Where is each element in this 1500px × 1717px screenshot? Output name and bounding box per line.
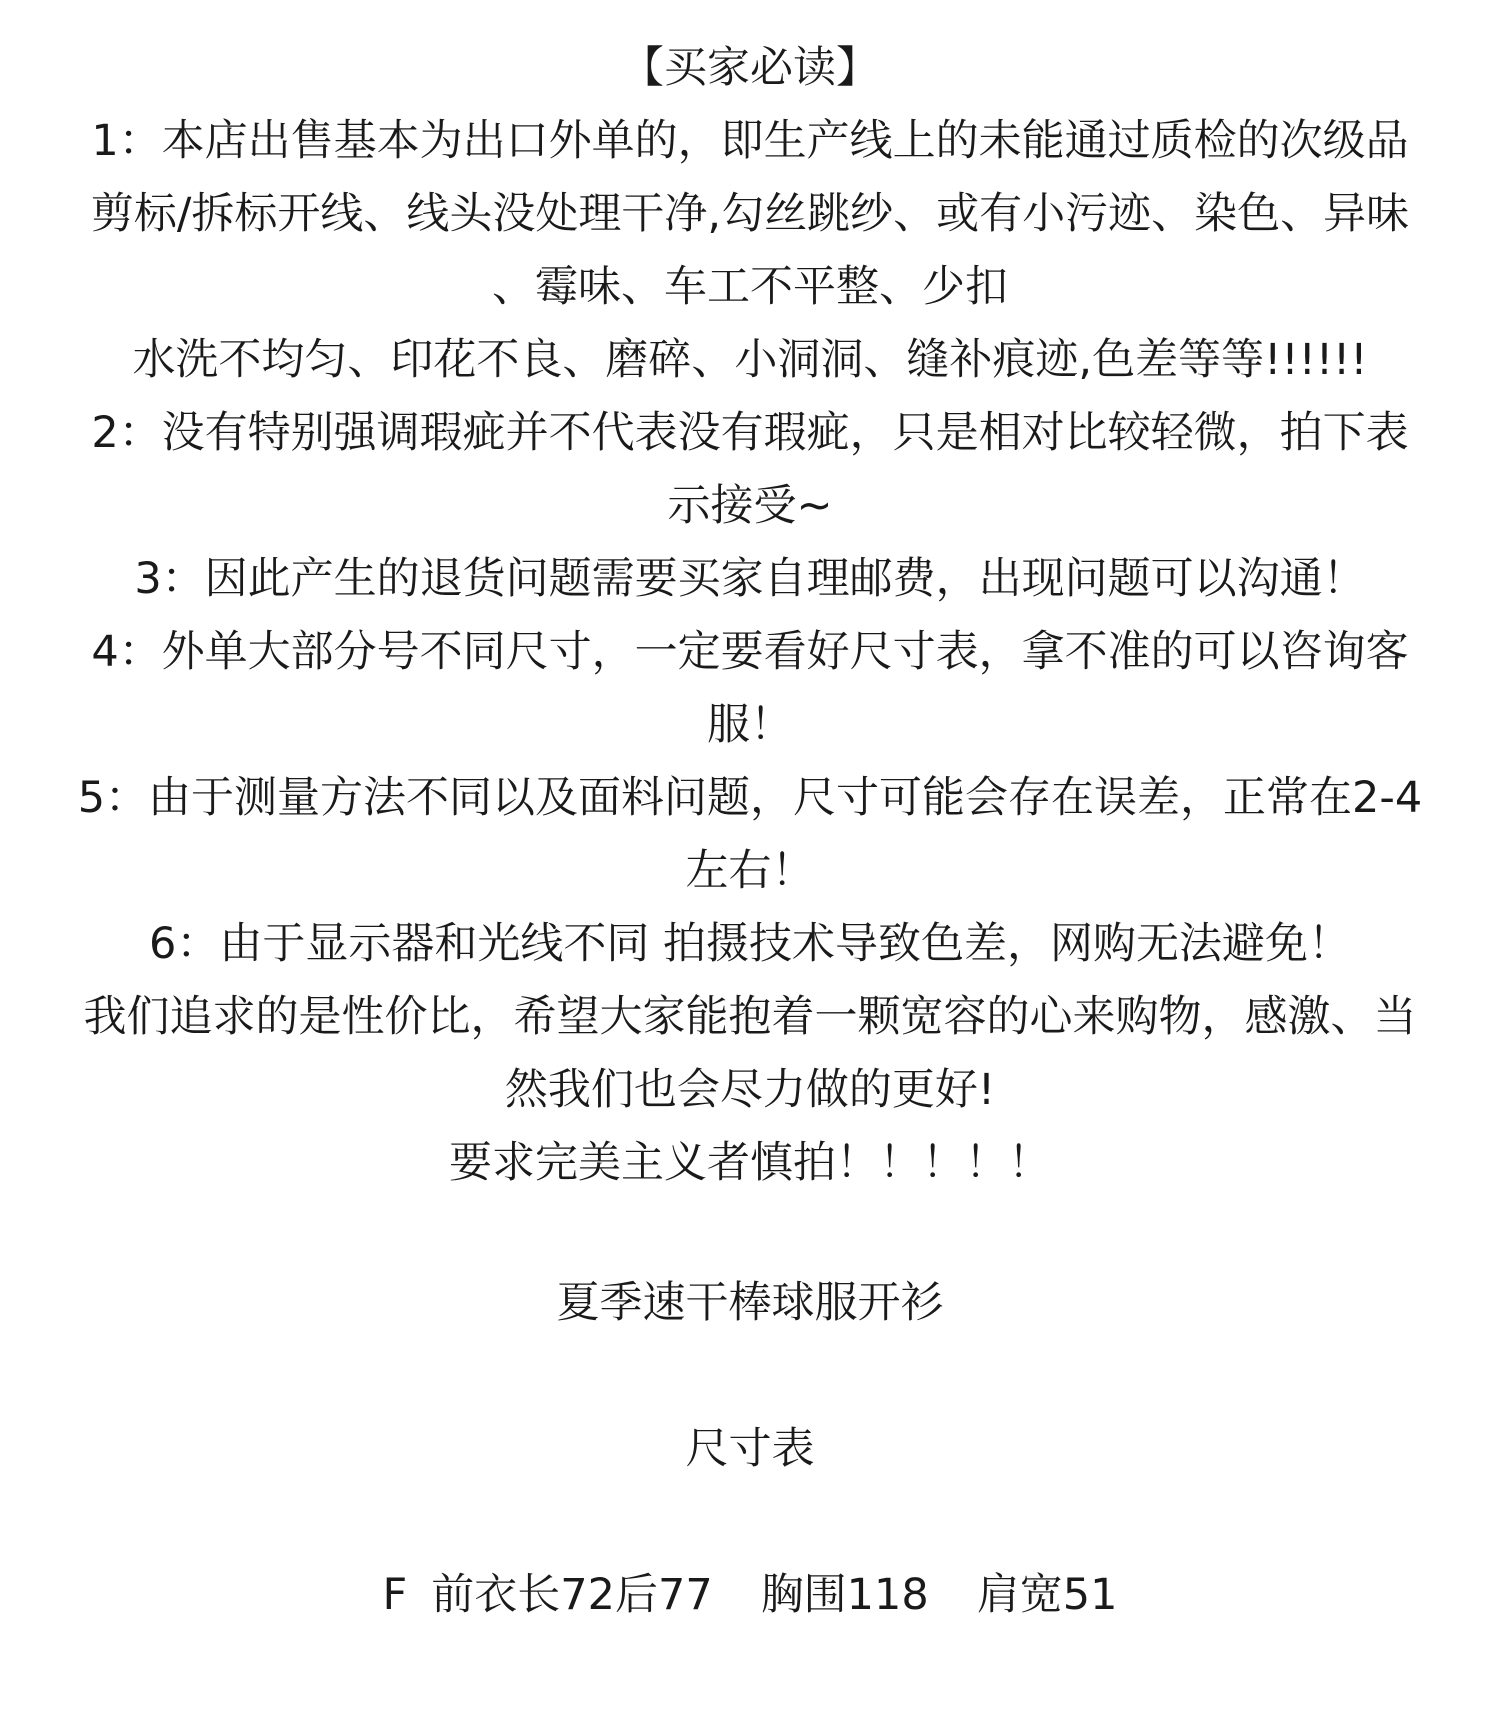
notice-line: 剪标/拆标开线、线头没处理干净,勾丝跳纱、或有小污迹、染色、异味 xyxy=(90,189,1410,239)
length-value: 前衣长72后77 xyxy=(431,1570,713,1620)
notice-line: 左右！ xyxy=(685,846,815,896)
size-chart-row xyxy=(0,1559,1500,1632)
chest-value: 胸围118 xyxy=(760,1570,929,1620)
buyer-notice xyxy=(0,32,1500,1200)
notice-line: 、霉味、车工不平整、少扣 xyxy=(492,262,1008,312)
notice-line: 6：由于显示器和光线不同 拍摄技术导致色差，网购无法避免！ xyxy=(148,919,1352,969)
size-chart-title: 尺寸表 xyxy=(685,1424,815,1474)
product-title: 夏季速干棒球服开衫 xyxy=(556,1278,944,1328)
shoulder-value: 肩宽51 xyxy=(976,1570,1118,1620)
notice-line: 1：本店出售基本为出口外单的，即生产线上的未能通过质检的次级品 xyxy=(91,116,1409,166)
notice-heading: 【买家必读】 xyxy=(621,43,879,93)
notice-line: 要求完美主义者慎拍！！！！！ xyxy=(449,1138,1051,1188)
notice-line: 3：因此产生的退货问题需要买家自理邮费，出现问题可以沟通！ xyxy=(134,554,1366,604)
product-section xyxy=(0,1267,1500,1632)
notice-line: 示接受~ xyxy=(667,481,833,531)
notice-line: 我们追求的是性价比，希望大家能抱着一颗宽容的心来购物，感激、当 xyxy=(83,992,1417,1042)
notice-line: 2：没有特别强调瑕疵并不代表没有瑕疵，只是相对比较轻微，拍下表 xyxy=(91,408,1409,458)
notice-line: 服！ xyxy=(707,700,793,750)
notice-line: 5：由于测量方法不同以及面料问题，尺寸可能会存在误差，正常在2-4 xyxy=(77,773,1423,823)
size-label: F xyxy=(382,1570,408,1620)
notice-line: 4：外单大部分号不同尺寸，一定要看好尺寸表，拿不准的可以咨询客 xyxy=(91,627,1409,677)
notice-line: 然我们也会尽力做的更好! xyxy=(504,1065,996,1115)
notice-line: 水洗不均匀、印花不良、磨碎、小洞洞、缝补痕迹,色差等等!!!!!! xyxy=(132,335,1368,385)
